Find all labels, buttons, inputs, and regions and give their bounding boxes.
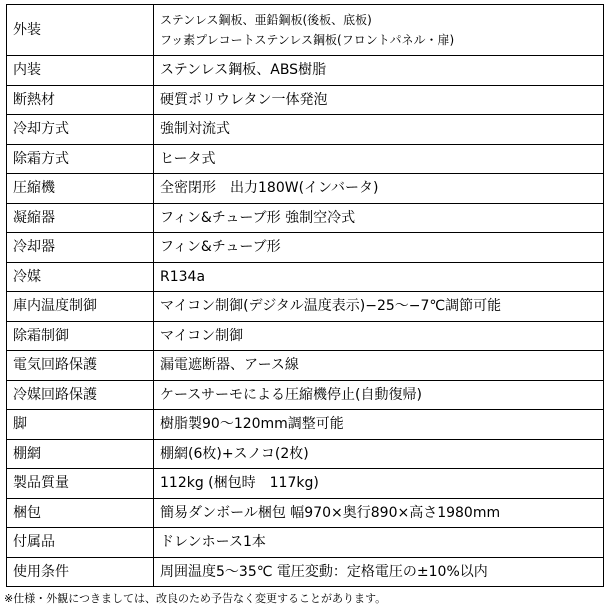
spec-label: 冷却方式 [7,115,154,145]
spec-label: 冷媒回路保護 [7,380,154,410]
spec-label: 除霜方式 [7,144,154,174]
spec-value: マイコン制御 [154,321,604,351]
footnote: ※仕様・外観につきましては、改良のため予告なく変更することがあります。 [4,592,387,605]
spec-label: 使用条件 [7,557,154,587]
spec-row [7,321,604,351]
spec-label: 庫内温度制御 [7,292,154,322]
spec-table-body [7,5,604,587]
spec-label: 断熱材 [7,85,154,115]
spec-label: 除霜制御 [7,321,154,351]
spec-value: 周囲温度5〜35℃ 電圧変動：定格電圧の±10%以内 [154,557,604,587]
spec-row [7,469,604,499]
spec-label: 冷媒 [7,262,154,292]
spec-value: ステンレス鋼板、ABS樹脂 [154,56,604,86]
spec-value: 漏電遮断器、アース線 [154,351,604,381]
spec-label: 製品質量 [7,469,154,499]
spec-row [7,351,604,381]
spec-value: 強制対流式 [154,115,604,145]
spec-row [7,528,604,558]
spec-row [7,439,604,469]
spec-value: 全密閉形 出力180W(インバータ) [154,174,604,204]
spec-value: ケースサーモによる圧縮機停止(自動復帰) [154,380,604,410]
spec-value: 112kg (梱包時 117kg) [154,469,604,499]
spec-label: 棚網 [7,439,154,469]
spec-row [7,56,604,86]
spec-row [7,498,604,528]
spec-row [7,233,604,263]
spec-value: 樹脂製90〜120mm調整可能 [154,410,604,440]
spec-value [154,5,604,56]
spec-row [7,410,604,440]
spec-row [7,144,604,174]
spec-row [7,115,604,145]
spec-row [7,203,604,233]
spec-label: 外装 [7,5,154,56]
spec-value: フィン&チューブ形 [154,233,604,263]
spec-label: 付属品 [7,528,154,558]
spec-label: 電気回路保護 [7,351,154,381]
spec-value: ドレンホース1本 [154,528,604,558]
spec-row [7,380,604,410]
spec-value-line: ステンレス鋼板、亜鉛鋼板(後板、底板) [160,13,372,27]
spec-row [7,292,604,322]
spec-value: ヒータ式 [154,144,604,174]
spec-label: 凝縮器 [7,203,154,233]
spec-value: マイコン制御(デジタル温度表示)−25〜−7℃調節可能 [154,292,604,322]
spec-label: 冷却器 [7,233,154,263]
spec-value: 硬質ポリウレタン一体発泡 [154,85,604,115]
spec-row [7,5,604,56]
spec-label: 梱包 [7,498,154,528]
spec-row [7,85,604,115]
spec-value: 簡易ダンボール梱包 幅970×奥行890×高さ1980mm [154,498,604,528]
spec-table [6,4,604,587]
spec-label: 圧縮機 [7,174,154,204]
spec-label: 脚 [7,410,154,440]
spec-value-line: フッ素プレコートステンレス鋼板(フロントパネル・扉) [160,33,455,47]
spec-row [7,557,604,587]
spec-row [7,262,604,292]
spec-value: フィン&チューブ形 強制空冷式 [154,203,604,233]
spec-row [7,174,604,204]
spec-value: 棚網(6枚)+スノコ(2枚) [154,439,604,469]
spec-label: 内装 [7,56,154,86]
spec-value: R134a [154,262,604,292]
